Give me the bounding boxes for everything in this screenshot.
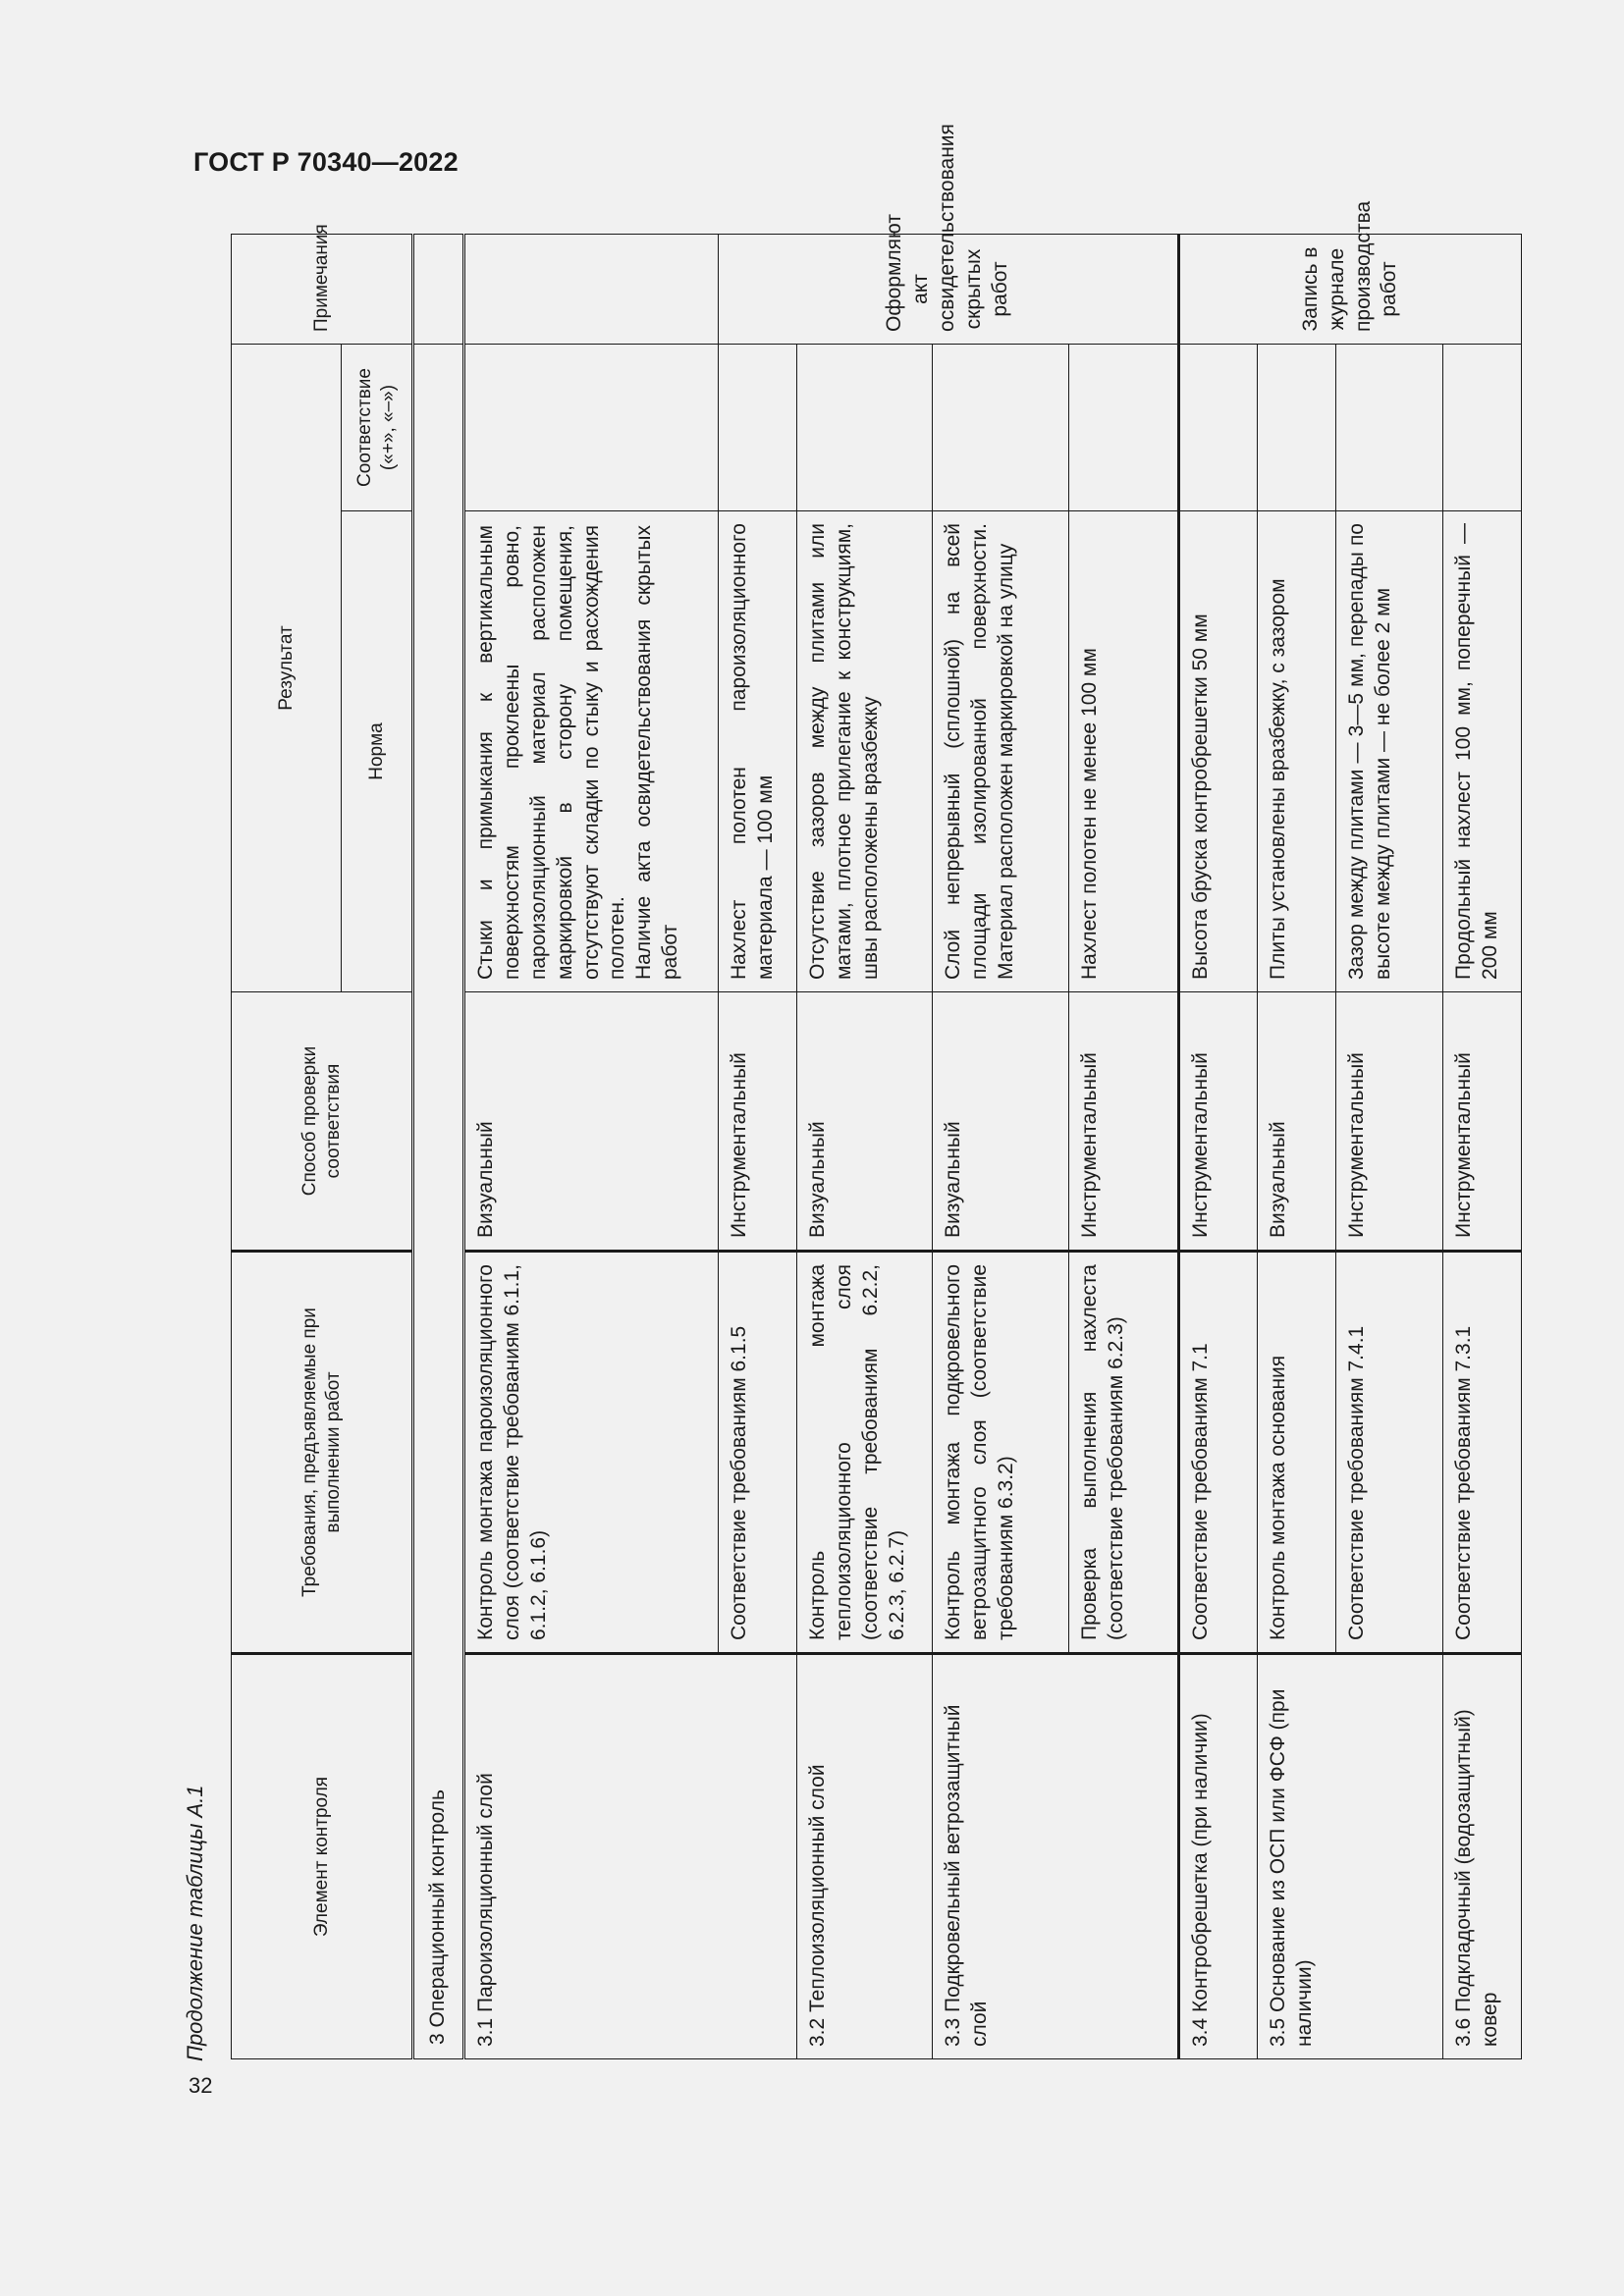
requirement-cell: Контроль монтажа пароизоляционного слоя (соответствие требованиям 6.1.1, 6.1.2, 6.1.6) [464,1252,719,1654]
norm-cell [464,511,719,992]
conformity-cell [933,344,1069,510]
header-conformity: Соответствие («+», «–») [342,344,413,510]
method-cell: Визуальный [1258,992,1336,1252]
element-3-2: 3.2 Теплоизоляционный слой [797,1654,933,2059]
method-cell: Визуальный [933,992,1069,1252]
norm-cell: Зазор между плитами — 3—5 мм, перепады по высоте между плитами — не более 2 мм [1336,511,1443,992]
conformity-cell [719,344,797,510]
element-3-6: 3.6 Подкладочный (водозащитный) ковер [1443,1654,1522,2059]
conformity-cell [1336,344,1443,510]
method-cell: Визуальный [797,992,933,1252]
conformity-cell [797,344,933,510]
page-number: 32 [189,2073,213,2098]
element-3-4: 3.4 Контробрешетка (при наличии) [1179,1654,1258,2059]
requirement-cell: Проверка выполнения нахлеста (соответствие требованиям 6.2.3) [1069,1252,1179,1654]
header-method: Способ проверки соответствия [232,992,413,1252]
header-norm: Норма [342,511,413,992]
header-element: Элемент контроля [232,1654,413,2059]
conformity-cell [1069,344,1179,510]
notes-cell-empty [464,234,719,344]
norm-cell: Слой непрерывный (сплошной) на всей площади изолированной поверхности. Материал расположен маркировкой на улицу [933,511,1069,992]
norm-cell: Высота бруска контробрешетки 50 мм [1179,511,1258,992]
header-result: Результат [232,344,342,991]
requirement-cell: Соответствие требованиям 7.4.1 [1336,1252,1443,1654]
norm-cell: Продольный нахлест 100 мм, поперечный — 200 мм [1443,511,1522,992]
header-notes: Примечания [232,234,413,344]
element-3-1: 3.1 Пароизоляционный слой [464,1654,797,2059]
method-cell: Инструментальный [1336,992,1443,1252]
norm-cell: Нахлест полотен не менее 100 мм [1069,511,1179,992]
conformity-cell [1443,344,1522,510]
method-cell: Инструментальный [1179,992,1258,1252]
requirement-cell: Контроль монтажа подкровельного ветрозащитного слоя (соответствие требованиям 6.3.2) [933,1252,1069,1654]
norm-text-act: Наличие акта освидетельствования скрытых работ [632,525,682,980]
method-cell: Инструментальный [719,992,797,1252]
norm-cell: Нахлест полотен пароизоляционного материала — 100 мм [719,511,797,992]
requirement-cell: Соответствие требованиям 7.1 [1179,1252,1258,1654]
section-title: 3 Операционный контроль [413,344,464,2058]
requirement-cell: Контроль монтажа основания [1258,1252,1336,1654]
norm-cell: Отсутствие зазоров между плитами или матами, плотное прилегание к конструкциям, швы расположены вразбежку [797,511,933,992]
norm-cell: Плиты установлены вразбежку, с зазором [1258,511,1336,992]
table-caption: Продолжение таблицы А.1 [183,1785,207,2061]
requirement-cell: Контроль монтажа теплоизоляционного слоя (соответствие требованиям 6.2.2, 6.2.3, 6.2.7) [797,1252,933,1654]
conformity-cell [1179,344,1258,510]
method-cell: Визуальный [464,992,719,1252]
method-cell: Инструментальный [1069,992,1179,1252]
document-title: ГОСТ Р 70340—2022 [193,147,459,177]
requirement-cell: Соответствие требованиям 7.3.1 [1443,1252,1522,1654]
header-requirements: Требования, предъявляемые при выполнении работ [232,1252,413,1654]
notes-act: Оформляют акт освидетельствования скрытых работ [719,234,1179,344]
element-3-5: 3.5 Основание из ОСП или ФСФ (при наличии) [1258,1654,1443,2059]
requirement-cell: Соответствие требованиям 6.1.5 [719,1252,797,1654]
notes-journal: Запись в журнале производства работ [1179,234,1522,344]
conformity-cell [1258,344,1336,510]
element-3-3: 3.3 Подкровельный ветрозащитный слой [933,1654,1179,2059]
method-cell: Инструментальный [1443,992,1522,1252]
conformity-cell [464,344,719,510]
norm-text: Стыки и примыкания к вертикальным поверхностям проклеены ровно, пароизоляционный материал расположен маркировкой в сторону помещения, отсутствуют складки по стыку и расхождения полотен. [474,525,629,980]
section-notes-cell [413,234,464,344]
